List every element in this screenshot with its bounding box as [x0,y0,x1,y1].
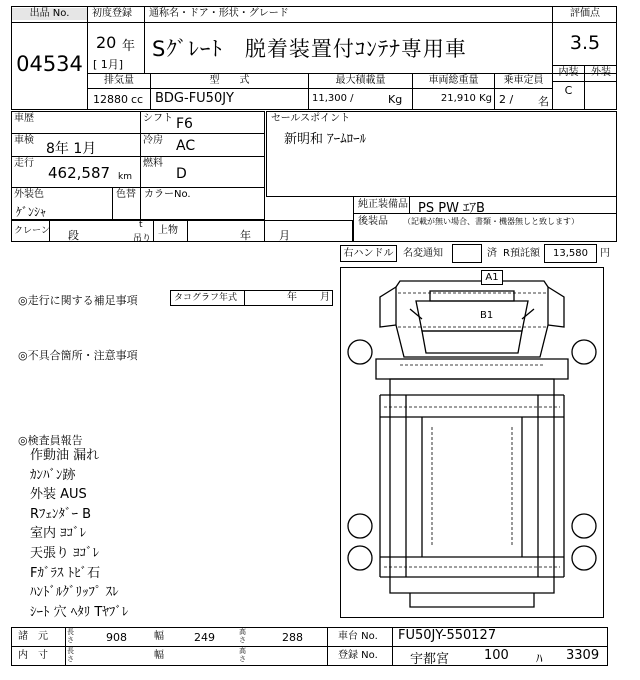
mount-year: 年 [240,229,251,242]
max-load-label: 最大積載量 [335,75,386,86]
name-change-box [452,244,482,263]
inspection-label: 車検 [14,135,34,146]
fuel-value: D [176,166,187,182]
reg-label: 登録 No. [338,650,378,661]
list-item: ｶﾝﾊﾞﾝ跡 [30,467,76,483]
aftermarket-note: （記載が無い場合、書類・機器無しと致します） [403,217,579,226]
capacity-value: 2 / [499,93,514,106]
reg-number: 3309 [566,648,600,663]
inner-height-label: 高さ [239,647,246,663]
shift-value: F6 [176,116,193,132]
length-label: 長さ [67,628,74,644]
outer-length: 908 [106,631,127,644]
model-label: 型 式 [209,75,250,86]
outer-width: 249 [194,631,215,644]
name-change-done: 済 [487,248,497,259]
list-item: 外装 AUS [30,487,87,503]
aftermarket-label: 後装品 [358,216,388,227]
sales-point-label: セールスポイント [271,113,351,124]
recycle-value: 13,580 [553,248,588,259]
ac-label: 冷房 [143,135,163,146]
defect-label: ◎不具合箇所・注意事項 [18,349,138,362]
gross-weight-value: 21,910 Kg [440,93,492,104]
list-item: Rﾌｪﾝﾀﾞｰ B [30,506,92,522]
ext-color-label: 外装色 [14,189,44,200]
inspector-list [30,446,128,622]
list-item: Fｶﾞﾗｽ ﾄﾋﾞ石 [30,565,101,581]
color-change-label: 色替 [116,189,136,200]
max-load-value: 11,300 / [312,93,354,104]
crane-row [11,220,353,242]
tacho-year: 年 [287,292,297,303]
history-label: 車歴 [14,113,34,124]
std-equipment-value: PS PW ｴｱB [418,201,485,216]
name-change-label: 名変通知 [403,248,443,259]
ac-value: AC [176,138,196,154]
mileage-label: 走行 [14,158,34,169]
inner-dim-label: 内 寸 [18,650,48,661]
reg-place: 宇都宮 [410,652,450,667]
year-unit: 年 [122,39,136,54]
damage-mark-a1: A1 [481,270,503,285]
inner-length-label: 長さ [67,647,74,663]
inspector-label: ◎検査員報告 [18,434,83,447]
crane-steps: 段 [68,229,79,242]
mileage-value: 462,587 [48,164,111,182]
displacement-value: 12880 [93,93,128,106]
first-reg-label: 初度登録 [92,8,132,19]
reg-month: [ 1月] [93,58,124,71]
gross-weight-label: 車両総重量 [428,75,479,86]
chassis-label: 車台 No. [338,631,378,642]
list-item: 室内 ﾖｺﾞﾚ [30,526,87,542]
inner-width-label: 幅 [154,650,164,661]
recycle-yen: 円 [600,248,610,259]
model-year: 20 [96,33,117,52]
lot-no-label: 出品 No. [12,8,87,20]
chassis-number: FU50JY-550127 [398,628,497,643]
name-label: 通称名・ドア・形状・グレード [149,8,289,19]
damage-mark-b1: B1 [480,310,494,321]
crane-t: t [139,220,143,230]
displacement-unit: cc [131,93,144,106]
mount-label: 上物 [158,225,178,236]
crane-hanging: 吊り [133,234,152,244]
steering-value: 右ハンドル [343,248,394,259]
lot-number: 04534 [16,52,83,76]
displacement-label: 排気量 [104,75,134,86]
color-code-label: カラーNo. [144,189,191,200]
exterior-label: 外装 [591,67,611,78]
shift-label: シフト [143,113,173,124]
width-label: 幅 [154,631,164,642]
grade-value: 3.5 [569,32,601,54]
truck-outline [340,267,604,618]
inspection-value: 8年 1月 [46,141,97,157]
list-item: 天張り ﾖｺﾞﾚ [30,545,100,561]
list-item: ｼｰﾄ 穴 ﾍﾀﾘ Tﾔﾌﾞﾚ [30,604,129,620]
max-load-unit: Kg [388,93,403,106]
reg-kana: ﾊ [536,652,543,667]
outer-dim-label: 諸 元 [18,631,48,642]
mount-month: 月 [279,229,290,242]
car-name: Sｸﾞﾚｰﾄ 脱着装置付ｺﾝﾃﾅ専用車 [152,37,467,61]
tachograph-label: タコグラフ年式 [174,293,238,303]
crane-label: クレーン [14,226,50,236]
ext-color-value: ｹﾞﾝｼｬ [16,205,47,219]
height-label: 高さ [239,628,246,644]
list-item: 作動油 漏れ [30,448,100,463]
list-item: ﾊﾝﾄﾞﾙｸﾞﾘｯﾌﾟ ｽﾚ [30,585,119,601]
capacity-unit: 名 [538,95,549,108]
interior-grade: C [564,84,573,97]
reg-class: 100 [484,648,509,663]
grade-label: 評価点 [570,8,600,19]
mileage-unit: km [118,172,132,182]
interior-label: 内装 [558,67,579,78]
tacho-month: 月 [320,292,330,303]
fuel-label: 燃料 [143,158,163,169]
outer-height: 288 [282,631,303,644]
driving-note-label: ◎走行に関する補足事項 [18,294,138,307]
capacity-label: 乗車定員 [503,75,544,86]
model-value: BDG-FU50JY [155,91,235,106]
recycle-label: R預託額 [503,248,540,259]
sales-point-text: 新明和 ｱｰﾑﾛｰﾙ [284,132,367,147]
std-equipment-label: 純正装備品 [358,199,408,210]
